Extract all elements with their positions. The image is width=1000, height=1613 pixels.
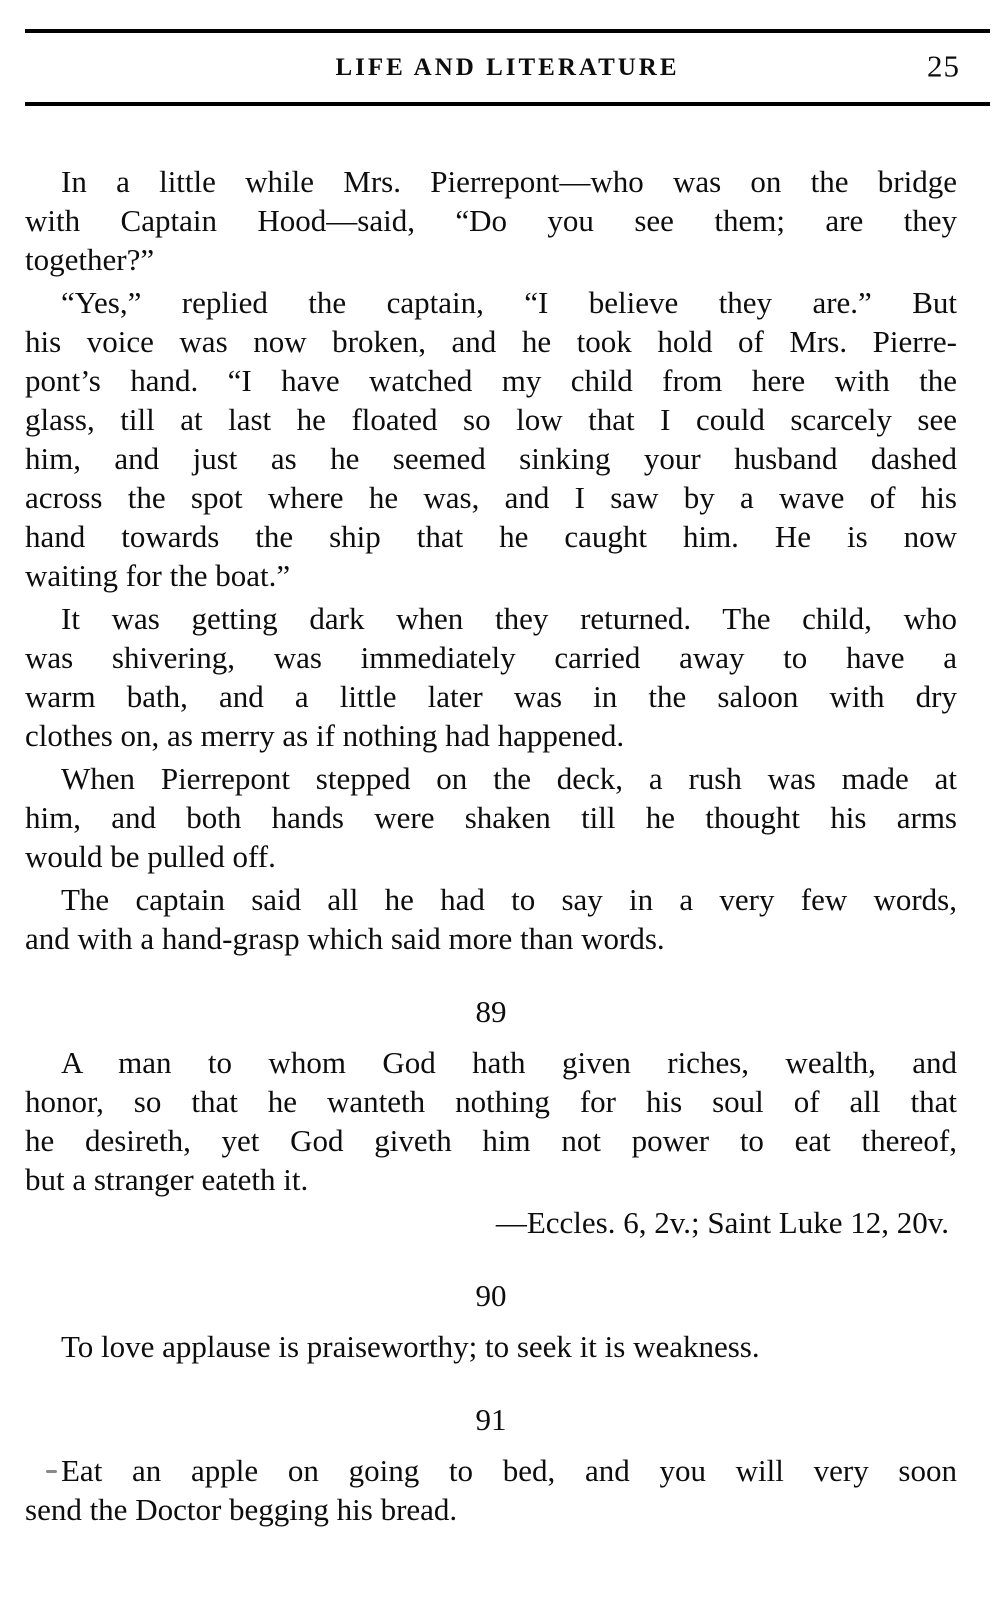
page-number: 25: [927, 48, 960, 84]
header-row: [25, 33, 990, 102]
text-line: glass, till at last he floated so low that I could scarcely see: [25, 402, 957, 437]
text-line: The captain said all he had to say in a very few words,: [61, 882, 957, 917]
text-line: him, and both hands were shaken till he thought his arms: [25, 800, 957, 835]
text-line: In a little while Mrs. Pierrepont—who was on the bridge: [61, 164, 957, 199]
text-line: honor, so that he wanteth nothing for his soul of all that: [25, 1084, 957, 1119]
text-line: Eat an apple on going to bed, and you will very soon: [61, 1453, 957, 1488]
paragraph: [25, 283, 957, 595]
text-line: but a stranger eateth it.: [25, 1162, 309, 1197]
text-line: A man to whom God hath given riches, wealth, and: [61, 1045, 957, 1080]
text-line: warm bath, and a little later was in the saloon with dry: [25, 679, 957, 714]
page-body: [25, 162, 957, 1529]
running-title: LIFE AND LITERATURE: [335, 53, 680, 81]
paragraph: [25, 880, 957, 958]
text-line: together?”: [25, 242, 155, 277]
text-line: his voice was now broken, and he took hold of Mrs. Pierre-: [25, 324, 957, 359]
paragraph: [25, 1327, 957, 1366]
text-line: send the Doctor begging his bread.: [25, 1492, 458, 1527]
text-line: him, and just as he seemed sinking your husband dashed: [25, 441, 957, 476]
header-rule-bottom: [25, 102, 990, 106]
page-header: [0, 29, 1000, 106]
paragraph: [25, 759, 957, 876]
paragraph: [25, 162, 957, 279]
book-page: [0, 29, 1000, 1613]
text-line: pont’s hand. “I have watched my child from here with the: [25, 363, 957, 398]
scan-speck: [46, 1470, 57, 1473]
text-line: To love applause is praiseworthy; to seek it is weakness.: [61, 1329, 760, 1364]
section-number: 91: [475, 1402, 507, 1437]
text-line: was shivering, was immediately carried away to have a: [25, 640, 957, 675]
text-line: waiting for the boat.”: [25, 558, 291, 593]
paragraph: [25, 1043, 957, 1199]
text-line: across the spot where he was, and I saw by a wave of his: [25, 480, 957, 515]
text-line: hand towards the ship that he caught him. He is now: [25, 519, 957, 554]
text-line: would be pulled off.: [25, 839, 276, 874]
section-number: 90: [475, 1278, 507, 1313]
text-line: It was getting dark when they returned. The child, who: [61, 601, 957, 636]
paragraph: [25, 599, 957, 755]
text-line: clothes on, as merry as if nothing had happened.: [25, 718, 625, 753]
attribution-line: —Eccles. 6, 2v.; Saint Luke 12, 20v.: [495, 1205, 949, 1240]
text-line: and with a hand-grasp which said more than words.: [25, 921, 665, 956]
text-line: When Pierrepont stepped on the deck, a rush was made at: [61, 761, 957, 796]
text-line: with Captain Hood—said, “Do you see them; are they: [25, 203, 957, 238]
paragraph: [25, 1451, 957, 1529]
text-line: he desireth, yet God giveth him not power to eat thereof,: [25, 1123, 957, 1158]
text-line: “Yes,” replied the captain, “I believe they are.” But: [61, 285, 957, 320]
section-number: 89: [475, 994, 507, 1029]
